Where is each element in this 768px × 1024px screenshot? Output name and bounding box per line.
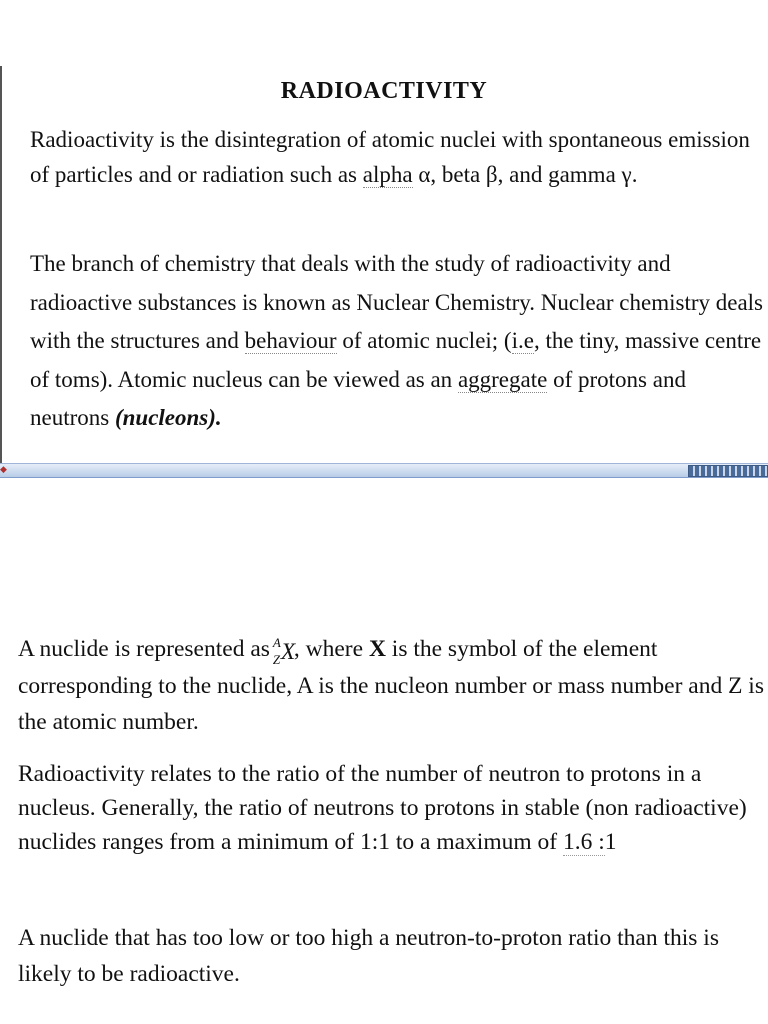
slide-left-edge bbox=[0, 66, 2, 466]
radioactivity-definition bbox=[30, 122, 755, 192]
p4-text-b: 1 bbox=[604, 829, 617, 855]
nuclide-mass-number: A bbox=[272, 635, 281, 650]
nuclide-symbol: X bbox=[280, 639, 296, 665]
para2-text-b: of atomic nuclei; ( bbox=[336, 328, 512, 353]
p3-x-bold: X bbox=[368, 636, 386, 662]
toolbar-widget-icon[interactable] bbox=[688, 465, 768, 477]
para1-alpha: alpha bbox=[362, 162, 413, 187]
nuclide-atomic-number: Z bbox=[272, 652, 281, 667]
toolbar-marker-icon: ◆ bbox=[0, 465, 7, 475]
para2-text-a: The branch of chemistry that deals with the study of radioactivity and radioactive substances is known as Nuclear Chemistry. Nuclear chemistry deals with the structures and bbox=[30, 251, 764, 353]
p4-text-a: Radioactivity relates to the ratio of the number of neutron to protons in a nucleus. Generally, the ratio of neutrons to protons in stable (non radioactive) nuclides ranges from a minimum of 1:1 to a maximum of bbox=[18, 761, 747, 855]
radioactive-likelihood-paragraph: A nuclide that has too low or too high a neutron-to-proton ratio than this is likely to be radioactive. bbox=[18, 925, 719, 987]
para1-text-b: α, beta β, and gamma γ. bbox=[412, 162, 638, 187]
nuclide-notation bbox=[270, 634, 296, 667]
p3-text-a: A nuclide is represented as bbox=[18, 636, 270, 662]
p4-ratio: 1.6 : bbox=[562, 829, 605, 855]
slide-title: RADIOACTIVITY bbox=[280, 78, 488, 104]
para2-text-c: , the tiny, massive centre of toms). Atomic nucleus can be viewed as an bbox=[30, 328, 762, 392]
para2-nucleons: (nucleons). bbox=[114, 405, 222, 430]
para2-aggregate: aggregate bbox=[457, 366, 548, 392]
top-slide bbox=[0, 0, 768, 478]
para1-text-a: Radioactivity is the disintegration of atomic nuclei with spontaneous emission of particles and or radiation such as bbox=[30, 127, 750, 187]
p3-text-b: , where bbox=[293, 636, 369, 662]
para2-behaviour: behaviour bbox=[244, 328, 337, 353]
nuclear-chemistry-paragraph bbox=[30, 245, 765, 438]
nuclide-representation-paragraph bbox=[18, 631, 768, 741]
viewer-toolbar-strip bbox=[0, 463, 768, 478]
para2-ie: i.e bbox=[511, 328, 534, 353]
p3-text-c: is the symbol of the element corresponding to the nuclide, A is the nucleon number or mass number and Z is the atomic number. bbox=[18, 636, 764, 735]
para2-text-d: of protons and neutrons bbox=[30, 366, 686, 430]
neutron-proton-ratio-paragraph bbox=[18, 757, 768, 859]
